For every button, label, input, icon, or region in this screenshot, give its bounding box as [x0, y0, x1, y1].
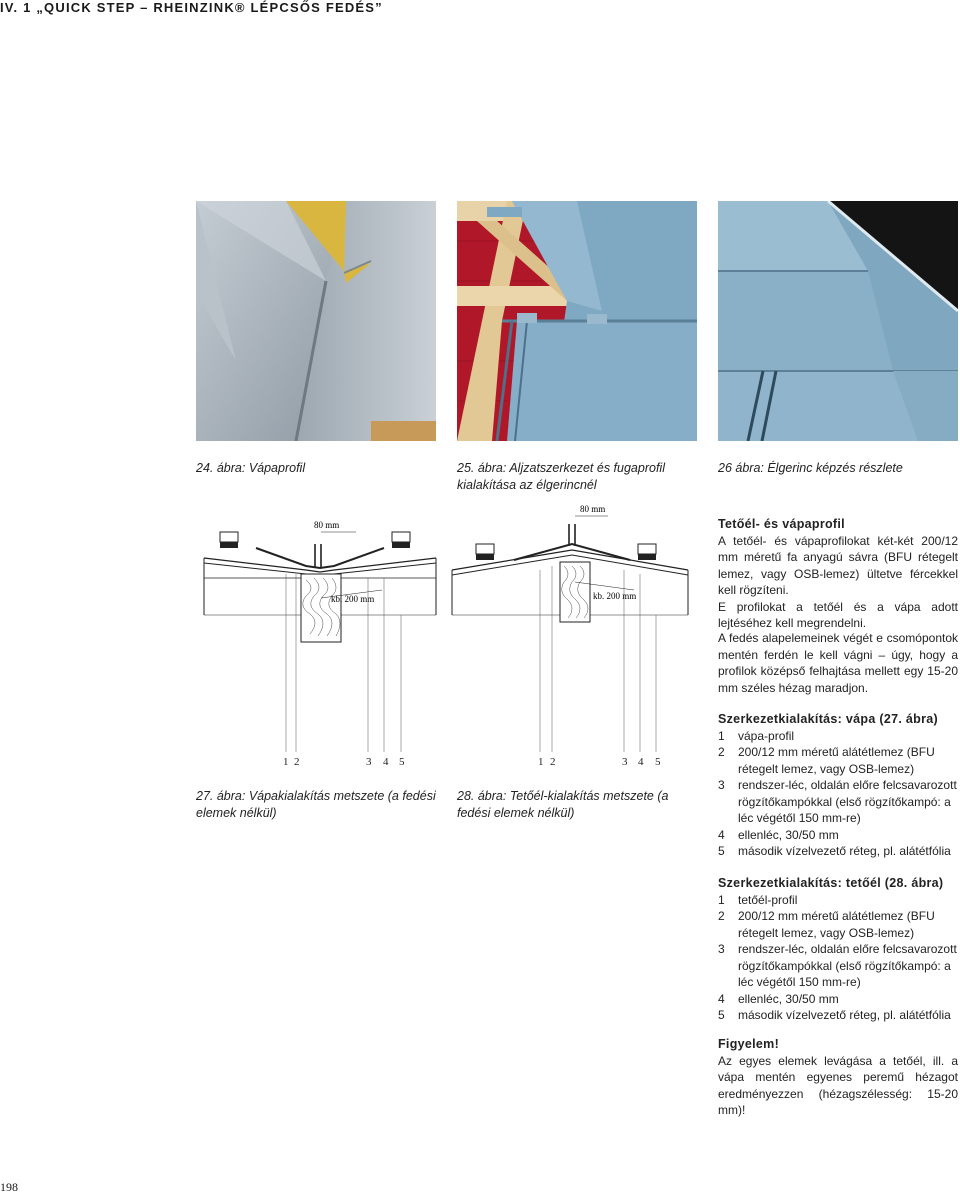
- list-item: 5 második vízelvezető réteg, pl. alátétfólia: [718, 844, 951, 858]
- list-ridge-structure: [718, 892, 958, 1024]
- text-block-warning: [718, 1036, 958, 1119]
- paragraph-cutting: A fedés alapelemeinek végét e csomópontok mentén ferdén le kell vágni – úgy, hogy a profilok középső felhajtása mellett egy 15-20 mm széles hézag maradjon.: [718, 631, 958, 695]
- diagram28-number-3: 3: [622, 756, 628, 768]
- page-number: 198: [0, 1180, 18, 1194]
- diagram27-number-3: 3: [366, 756, 372, 768]
- heading-ridge-valley-profile: Tetőél- és vápaprofil: [718, 517, 845, 531]
- diagram28-number-4: 4: [638, 756, 644, 768]
- diagram27-number-1: 1: [283, 756, 289, 768]
- list-valley-structure: [718, 728, 958, 860]
- list-item: 1 tetőél-profil: [718, 892, 798, 907]
- dim-80mm-27: 80 mm: [314, 520, 340, 530]
- list-item: 5 második vízelvezető réteg, pl. alátétfólia: [718, 1008, 951, 1022]
- caption-fig26: 26 ábra: Élgerinc képzés részlete: [718, 461, 903, 475]
- list-item: 3 rendszer-léc, oldalán előre felcsavarozott rögzítőkampókkal (első rögzítőkampó: a léc végétől 150 mm-re): [718, 778, 957, 825]
- photo-fig25-substructure: [457, 201, 697, 441]
- diagram-fig28-ridge-section: [448, 500, 693, 785]
- paragraph-fixing: A tetőél- és vápaprofilokat két-két 200/12 mm méretű fa anyagú sávra (BFU rétegelt lemez, vagy OSB-lemez) ültetve fércekkel kell rögzíteni.: [718, 533, 958, 597]
- caption-fig25: 25. ábra: Aljzatszerkezet és fugaprofil kialakítása az élgerincnél: [457, 461, 665, 492]
- diagram28-number-1: 1: [538, 756, 544, 768]
- caption-fig24: 24. ábra: Vápaprofil: [196, 461, 306, 475]
- heading-ridge-structure: Szerkezetkialakítás: tetőél (28. ábra): [718, 876, 944, 890]
- text-block-cutting: [718, 630, 958, 696]
- photo-fig24-valley-profile: [196, 201, 436, 441]
- diagram-fig27-valley-section: [196, 500, 441, 785]
- caption-fig28: 28. ábra: Tetőél-kialakítás metszete (a fedési elemek nélkül): [457, 789, 669, 820]
- text-block-intro: [718, 516, 958, 632]
- dim-200mm-27: kb. 200 mm: [331, 594, 375, 604]
- dim-80mm-28: 80 mm: [580, 504, 606, 514]
- list-item: 2 200/12 mm méretű alátétlemez (BFU rétegelt lemez, vagy OSB-lemez): [718, 745, 935, 776]
- diagram27-number-2: 2: [294, 756, 300, 768]
- list-item: 2 200/12 mm méretű alátétlemez (BFU rétegelt lemez, vagy OSB-lemez): [718, 909, 935, 940]
- dim-200mm-28: kb. 200 mm: [593, 591, 637, 601]
- diagram27-number-4: 4: [383, 756, 389, 768]
- page-header: IV. 1 „QUICK STEP – RHEINZINK® LÉPCSŐS FEDÉS”: [0, 0, 383, 15]
- list-item: 3 rendszer-léc, oldalán előre felcsavarozott rögzítőkampókkal (első rögzítőkampó: a léc végétől 150 mm-re): [718, 942, 957, 989]
- photo-fig26-ridge-detail: [718, 201, 958, 441]
- paragraph-ordering: E profilokat a tetőél és a vápa adott lejtéséhez kell megrendelni.: [718, 599, 958, 630]
- paragraph-warning: Az egyes elemek levágása a tetőél, ill. a vápa mentén egyenes peremű hézagot eredményezzen (hézagszélesség: 15-20 mm)!: [718, 1053, 958, 1117]
- diagram27-number-5: 5: [399, 756, 405, 768]
- heading-valley-structure: Szerkezetkialakítás: vápa (27. ábra): [718, 712, 938, 726]
- list-item: 4 ellenléc, 30/50 mm: [718, 827, 839, 842]
- heading-warning: Figyelem!: [718, 1037, 780, 1051]
- list-item: 4 ellenléc, 30/50 mm: [718, 991, 839, 1006]
- diagram28-number-5: 5: [655, 756, 661, 768]
- caption-fig27: 27. ábra: Vápakialakítás metszete (a fedési elemek nélkül): [196, 789, 436, 820]
- text-block-ridge-structure: [718, 875, 958, 1024]
- list-item: 1 vápa-profil: [718, 728, 795, 743]
- text-block-valley-structure: [718, 711, 958, 860]
- diagram28-number-2: 2: [550, 756, 556, 768]
